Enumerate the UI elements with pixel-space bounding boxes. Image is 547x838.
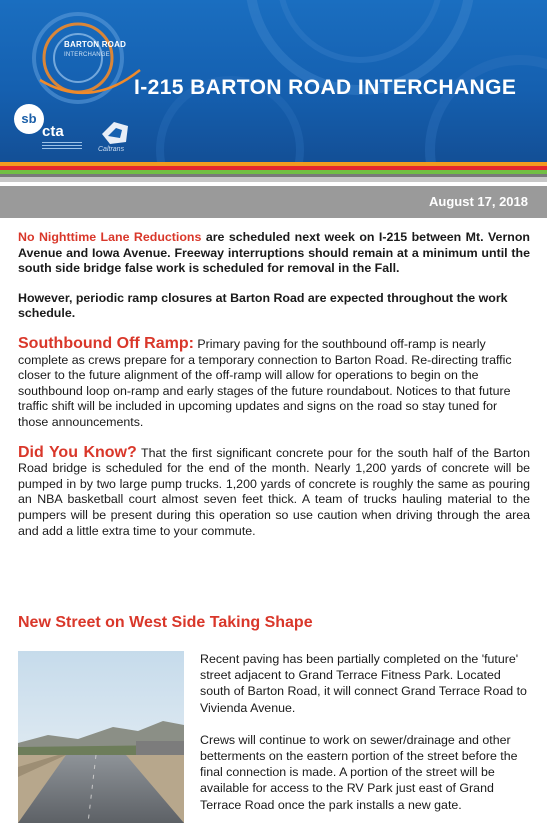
street-photo [18,651,184,823]
southbound-heading: Southbound Off Ramp: [18,334,194,352]
intro-lead: No Nighttime Lane Reductions [18,230,202,244]
new-street-text [200,651,530,829]
sbcta-logo-text: cta [42,123,64,140]
caltrans-logo-icon [100,120,130,146]
closures-paragraph: However, periodic ramp closures at Barton Road are expected throughout the work schedule. [18,290,508,321]
newsletter-title: I-215 BARTON ROAD INTERCHANGE [134,76,517,99]
header-stripes [0,162,547,182]
new-street-paragraph-2: Crews will continue to work on sewer/drainage and other betterments on the eastern portion of the street before the final connection is made. A portion of the street will be available for access to the RV Park just east of Grand Terrace Road once the park installs a new gate. [200,732,518,812]
caltrans-wordmark: Caltrans [98,146,125,153]
intro-paragraph [18,230,530,277]
new-street-title: New Street on West Side Taking Shape [18,614,313,631]
southbound-paragraph [18,336,530,431]
sbcta-fine-print [42,142,82,152]
newsletter-header [0,0,547,162]
stripe-light-gray [0,177,547,182]
brand-name: BARTON ROAD [64,40,127,49]
brand-subtitle: INTERCHANGE [64,52,110,58]
article-body [18,230,530,539]
sbcta-logo-icon: sb [14,104,44,134]
street-photo-image [18,651,184,823]
didyouknow-heading: Did You Know? [18,443,137,461]
intro-text: are scheduled next week on I-215 between Mt. Vernon Avenue and Iowa Avenue. Freeway interruptions should remain at a minimum until the south side bridge false work is scheduled for removal in the Fall. [18,230,530,276]
new-street-paragraph-1: Recent paving has been partially completed on the 'future' street adjacent to Grand Terrace Fitness Park. Located south of Barton Road, it will connect Grand Terrace Road to Vivienda Avenue. [200,652,527,715]
date-band [0,186,547,218]
didyouknow-paragraph [18,445,530,540]
issue-date: August 17, 2018 [429,194,528,209]
southbound-text: Primary paving for the southbound off-ramp is nearly complete as crews prepare for a temporary connection to Barton Road. Re-directing traffic closer to the future alignment of the off-ramp will allow for operations to begin on the southbound loop on-ramp and early stages of the future roundabout. Notices to that future traffic shift will be included in upcoming updates and signs on the road so stay tuned for those announcements. [18,336,512,429]
didyouknow-text: That the first significant concrete pour for the south half of the Barton Road bridge is scheduled for the end of the month. Nearly 1,200 yards of concrete will be pumped in by two large pump trucks. 1,200 yards of concrete is roughly the same as pouring an NBA basketball court almost seven feet thick. A team of trucks hauling material to the pumpers will be present during this operation so use caution when driving through the area and add a little extra time to your commute. [18,445,531,538]
